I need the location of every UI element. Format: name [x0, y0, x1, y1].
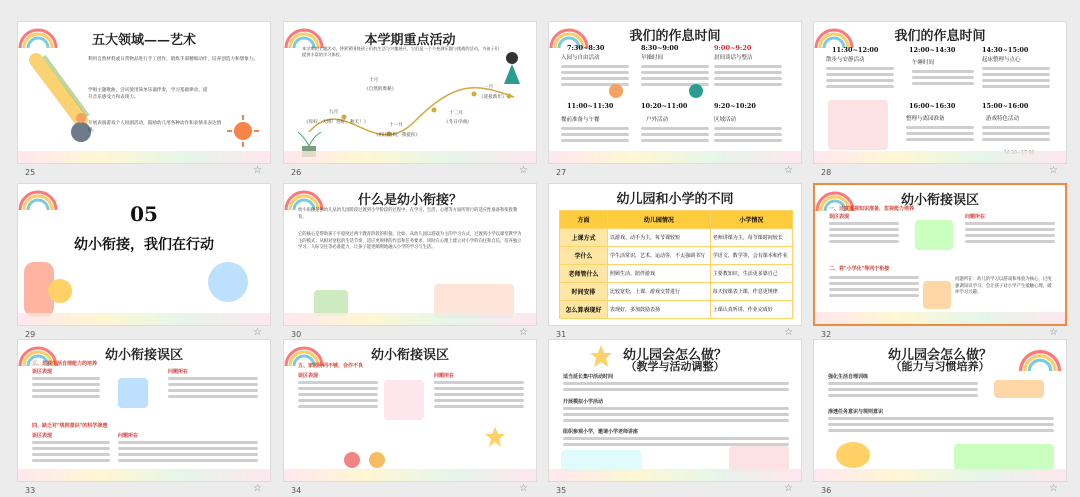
- kids-illustration: [384, 380, 424, 420]
- flower-border: [17, 313, 270, 325]
- slide-number: 25: [25, 168, 36, 177]
- cartoon-kids-illustration: [48, 279, 72, 303]
- photo-placeholder: [828, 100, 888, 150]
- slide-number: 30: [291, 330, 302, 339]
- label-text: 误区表现: [32, 369, 53, 375]
- label-text: 强化生活自理训练: [828, 374, 869, 380]
- slide-title: 我们的作息时间: [894, 29, 986, 44]
- slide-number: 26: [291, 168, 302, 177]
- slide-thumbnail-31[interactable]: [544, 179, 806, 343]
- label-text: 适当延长集中活动时间: [563, 374, 614, 380]
- slide-title: 幼儿园会怎么做？: [887, 348, 992, 363]
- section-number: 05: [130, 202, 158, 226]
- activity-label: 《迎接新年》: [479, 95, 507, 100]
- train-toy-illustration: [994, 380, 1044, 398]
- month-label: 一月: [484, 85, 494, 90]
- slide-number: 29: [25, 330, 36, 339]
- star-icon[interactable]: ☆: [253, 165, 262, 176]
- table-row: 上课方式 以游戏、动手为主，每节课较短 老师讲课为主，每节课时间较长: [560, 229, 793, 247]
- section-heading: 一、过度重视知识准备，忽视能力培养: [829, 206, 915, 212]
- body-text-1: 幼小衔接是指幼儿从幼儿园阶段过渡到小学阶段的过程中，在学习、生活、心理等方面所进行的适应性准备和衔接教育。: [298, 208, 518, 220]
- schedule-time: 16:00~16:30: [909, 102, 956, 110]
- table-header: 小学情况: [710, 211, 792, 229]
- slide-canvas: [283, 21, 537, 164]
- slide-title: 幼儿园会怎么做？: [622, 348, 727, 363]
- star-icon[interactable]: ☆: [253, 483, 262, 494]
- schedule-activity: 晨间谈话与整洁: [714, 55, 753, 61]
- section-heading: 二、将"小学化"等同于衔接: [829, 266, 890, 272]
- flower-border: [548, 469, 801, 481]
- activity-label: 《自然的奥秘》: [364, 87, 397, 92]
- slide-title: 幼小衔接误区: [104, 348, 183, 363]
- label-text: 组织参观小学，邀请小学老师讲座: [563, 429, 639, 435]
- slide-thumbnail-32[interactable]: [809, 179, 1071, 343]
- slide-canvas: [283, 339, 537, 482]
- flower-icon: [344, 452, 360, 468]
- star-icon[interactable]: ☆: [1049, 483, 1058, 494]
- slide-canvas: [548, 21, 802, 164]
- section-heading: 四、缺乏对"规则意识"的科学渗透: [32, 423, 108, 429]
- star-icon[interactable]: ☆: [784, 327, 793, 338]
- slide-thumbnail-26[interactable]: [279, 17, 541, 181]
- butterfly-illustration: [836, 442, 870, 468]
- kid-illustration: [118, 378, 148, 408]
- girl-illustration: [498, 50, 526, 86]
- slide-canvas: [813, 183, 1067, 326]
- label-text: 误区表现: [32, 433, 53, 439]
- section-title: 幼小衔接，我们在行动: [74, 237, 214, 253]
- slide-thumbnail-33[interactable]: [13, 335, 275, 497]
- table-header: 方面: [560, 211, 608, 229]
- label-text: 问题所在: [168, 369, 189, 375]
- label-text: 误区表现: [829, 214, 850, 220]
- slide-canvas: [813, 21, 1067, 164]
- star-icon[interactable]: ☆: [1049, 165, 1058, 176]
- slide-canvas: [17, 183, 271, 326]
- label-text: 问题所在: [434, 373, 455, 379]
- slide-title: 幼小衔接误区: [900, 193, 979, 208]
- slide-title: 什么是幼小衔接？: [357, 193, 462, 208]
- schedule-time: 12:00~14:30: [909, 46, 956, 54]
- body-text-2: 它的核心是帮助孩子平稳度过两个教育阶段的衔接。比如，从幼儿园以游戏为主的学习方式，过渡到小学以课堂教学为主的模式；从相对宽松的生活节奏，适应更规律的作息和任务要求，同时在心理上建立对小学的向往和自信，培养独立学习、人际交往等必备能力，让孩子能更顺利地融入小学的学习与生活。: [298, 232, 522, 250]
- shooting-star-illustration: [26, 50, 96, 150]
- schedule-activity: 游戏特色活动: [986, 116, 1020, 122]
- slide-title: 幼小衔接误区: [370, 348, 449, 363]
- activity-label: 《祖国妈妈，我爱你》: [374, 133, 420, 138]
- activity-label: 《你好，大班！你好，秋天！》: [304, 120, 369, 125]
- flower-border: [17, 151, 270, 163]
- schedule-time: 10:20~11:00: [641, 102, 688, 110]
- kid-icon: [689, 84, 703, 98]
- slide-thumbnail-28[interactable]: [809, 17, 1071, 181]
- schedule-activity: 整理与离园准备: [906, 116, 945, 122]
- slide-thumbnail-25[interactable]: [13, 17, 275, 181]
- star-decoration-icon: [484, 426, 506, 448]
- schedule-time: 15:00~16:00: [982, 102, 1029, 110]
- flower-border: [813, 469, 1066, 481]
- star-icon[interactable]: ☆: [253, 327, 262, 338]
- label-text: 问题所在: [965, 214, 986, 220]
- table-row: 老师管什么 照顾生活、陪伴游戏 主要教知识，生活更多靠自己: [560, 265, 793, 283]
- kid-icon: [609, 84, 623, 98]
- intro-text: 本学期的主题活动，将紧紧围绕孩子们的生活与兴趣展开，它们是一个个充满乐趣与挑战的活动，为孩子们提供丰富的学习体验。: [302, 46, 499, 57]
- slide-title: 五大领域——艺术: [91, 33, 196, 48]
- table-row: 怎么算表现好 表现好，多加鼓励表扬 上课认真听讲、作业完成好: [560, 301, 793, 319]
- table-row: 时间安排 比较宽松，上课、游戏交替进行 每天按课表上课，作息更规律: [560, 283, 793, 301]
- flower-border: [17, 469, 270, 481]
- slide-thumbnail-27[interactable]: [544, 17, 806, 181]
- slide-number: 33: [25, 486, 36, 495]
- schedule-time: 14:30~15:00: [982, 46, 1029, 54]
- slide-canvas: [813, 339, 1067, 482]
- star-icon[interactable]: ☆: [519, 483, 528, 494]
- slide-canvas: [548, 183, 802, 326]
- body-text-1: 利用自然材料或日常物品进行手工创作，锻炼手部精细动作，培养创造力和想象力。: [88, 57, 258, 62]
- schedule-time: 7:30~8:30: [567, 44, 605, 52]
- kid-illustration: [923, 281, 951, 309]
- flower-icon: [369, 452, 385, 468]
- schedule-activity: 入园与自由活动: [561, 55, 600, 61]
- schedule-activity: 午睡时间: [912, 60, 935, 66]
- label-text: 渗透任务意识与规则意识: [828, 409, 884, 415]
- month-label: 十二月: [449, 111, 463, 116]
- month-label: 十一月: [389, 123, 403, 128]
- kids-group-illustration: [954, 444, 1054, 470]
- label-text: 误区表现: [298, 373, 319, 379]
- flower-border: [813, 151, 1066, 163]
- slide-number: 34: [291, 486, 302, 495]
- star-icon[interactable]: ☆: [1049, 327, 1058, 338]
- slide-canvas: [17, 21, 271, 164]
- body-text: 问题所在：幼儿的学习以游戏和体验为核心，过度强调知识学习，会让孩子对小学产生抵触心理，破坏学习兴趣。: [955, 277, 1052, 295]
- flower-border: [548, 151, 801, 163]
- slide-subtitle: （能力与习惯培养）: [890, 360, 990, 373]
- star-icon[interactable]: ☆: [519, 327, 528, 338]
- sun-icon: [226, 114, 260, 148]
- schedule-activity: 散步与安静活动: [826, 57, 865, 63]
- slide-subtitle: （教学与活动调整）: [625, 360, 725, 373]
- slide-canvas: [283, 183, 537, 326]
- table-row: 学什么 学生活常识、艺术、运动等，不太强调书写 学语文、数学等，会有课本和作业: [560, 247, 793, 265]
- schedule-activity: 早操时间: [641, 55, 664, 61]
- schedule-activity: 餐前准备与午餐: [561, 117, 600, 123]
- activity-label: 《冬日序曲》: [444, 120, 472, 125]
- slide-canvas: [17, 339, 271, 482]
- slide-title: 我们的作息时间: [629, 29, 721, 44]
- slide-number: 32: [821, 330, 832, 339]
- section-heading: 五、家园协同不够，合作不良: [298, 363, 364, 369]
- flower-border: [283, 469, 536, 481]
- slide-thumbnail-30[interactable]: [279, 179, 541, 343]
- slide-number: 36: [821, 486, 832, 495]
- star-icon[interactable]: ☆: [519, 165, 528, 176]
- slide-number: 35: [556, 486, 567, 495]
- slide-thumbnail-34[interactable]: [279, 335, 541, 497]
- schedule-time: 9:00~9:20: [714, 44, 752, 52]
- slide-thumbnail-35[interactable]: [544, 335, 806, 497]
- schedule-time: 11:00~11:30: [567, 102, 614, 110]
- slide-number: 28: [821, 168, 832, 177]
- star-icon[interactable]: ☆: [784, 165, 793, 176]
- body-text-2: 学唱主题歌曲，尝试使用简单乐器伴奏，学习基础律动、提升音乐感受力和表现力。: [88, 88, 208, 100]
- kids-circle-illustration: [208, 262, 248, 302]
- schedule-time: 8:30~9:00: [641, 44, 679, 52]
- schedule-activity: 户外活动: [646, 117, 669, 123]
- label-text: 问题所在: [118, 433, 139, 439]
- slide-canvas: [548, 339, 802, 482]
- table-header: 幼儿园情况: [608, 211, 711, 229]
- slide-number: 31: [556, 330, 567, 339]
- section-heading: 三、忽视生活自理能力的培养: [32, 361, 98, 367]
- body-text-3: 开展表演游戏个人短剧活动，鼓励幼儿用各种动作和表情来表达情感。: [88, 121, 222, 133]
- kids-illustration: [915, 220, 953, 250]
- star-icon[interactable]: ☆: [784, 483, 793, 494]
- schedule-activity: 区域活动: [714, 117, 737, 123]
- flower-border: [283, 313, 536, 325]
- month-label: 九月: [329, 110, 339, 115]
- slide-title: 本学期重点活动: [364, 33, 456, 48]
- schedule-time: 11:30~12:00: [832, 46, 879, 54]
- month-label: 十月: [369, 78, 379, 83]
- schedule-activity: 起床整理与点心: [982, 57, 1021, 63]
- slide-thumbnail-36[interactable]: [809, 335, 1071, 497]
- flower-border: [813, 312, 1065, 324]
- schedule-time: 9:20~10:20: [714, 102, 756, 110]
- label-text: 开展模拟小学活动: [563, 399, 604, 405]
- slide-title: 幼儿园和小学的不同: [616, 192, 734, 207]
- slide-thumbnail-29[interactable]: [13, 179, 275, 343]
- comparison-table: [559, 210, 793, 319]
- slide-number: 27: [556, 168, 567, 177]
- flower-border: [283, 151, 536, 163]
